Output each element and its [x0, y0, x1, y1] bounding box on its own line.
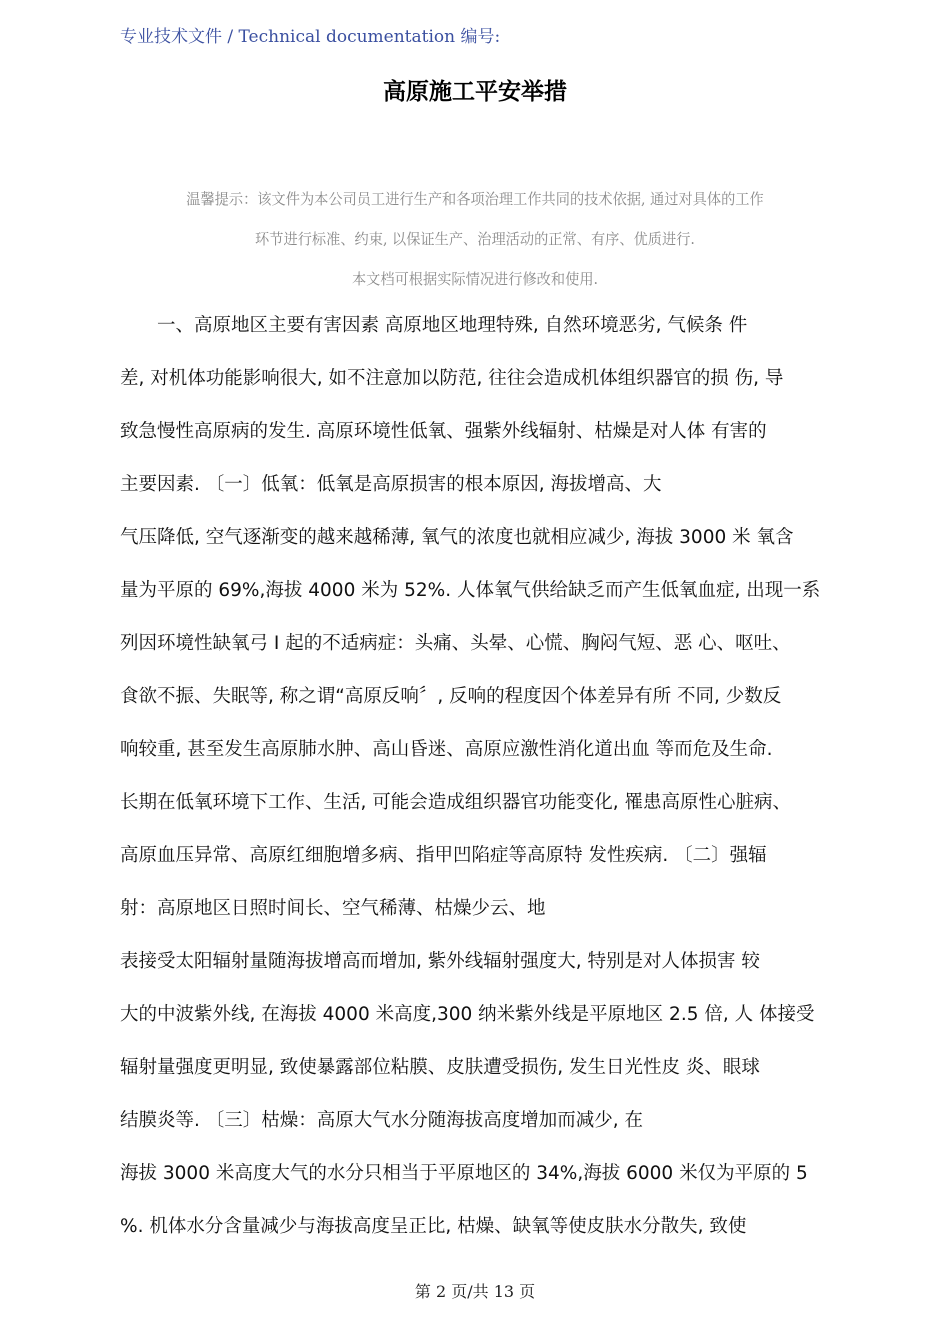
body-line: 大的中波紫外线, 在海拔 4000 米高度,300 纳米紫外线是平原地区 2.5 倍, 人 体接受 — [120, 1004, 815, 1025]
document-title: 高原施工平安举措 — [383, 79, 567, 105]
body-line: 射：高原地区日照时间长、空气稀薄、枯燥少云、地 — [120, 898, 546, 919]
body-line: 表接受太阳辐射量随海拔增高而增加, 紫外线辐射强度大, 特别是对人体损害 较 — [120, 951, 760, 972]
document-header: 专业技术文件 / Technical documentation 编号: — [120, 27, 501, 47]
body-line: 长期在低氧环境下工作、生活, 可能会造成组织器官功能变化, 罹患高原性心脏病、 — [120, 792, 792, 813]
body-line: 致急慢性高原病的发生. 高原环境性低氧、强紫外线辐射、枯燥是对人体 有害的 — [120, 421, 767, 442]
body-line: 量为平原的 69%,海拔 4000 米为 52%. 人体氧气供给缺乏而产生低氧血症, 出现一系 — [120, 580, 821, 601]
body-line: 高原血压异常、高原红细胞增多病、指甲凹陷症等高原特 发性疾病. 〔二〕强辐 — [120, 845, 767, 866]
body-line: 列因环境性缺氧弓 I 起的不适病症：头痛、头晕、心慌、胸闷气短、恶 心、呕吐、 — [120, 633, 791, 654]
body-line: 主要因素. 〔一〕低氧：低氧是高原损害的根本原因, 海拔增高、大 — [120, 474, 662, 495]
page-number-footer: 第 2 页/共 13 页 — [414, 1282, 536, 1301]
body-line: 辐射量强度更明显, 致使暴露部位粘膜、皮肤遭受损伤, 发生日光性皮 炎、眼球 — [120, 1057, 760, 1078]
body-line: 响较重, 甚至发生高原肺水肿、高山昏迷、高原应激性消化道出血 等而危及生命. — [120, 739, 773, 760]
body-line: 海拔 3000 米高度大气的水分只相当于平原地区的 34%,海拔 6000 米仅为平原的 5 — [120, 1163, 808, 1184]
tip-line-3: 本文档可根据实际情况进行修改和使用. — [351, 270, 599, 288]
tip-line-2: 环节进行标准、约束, 以保证生产、治理活动的正常、有序、优质进行. — [255, 230, 695, 248]
body-line: %. 机体水分含量减少与海拔高度呈正比, 枯燥、缺氧等使皮肤水分散失, 致使 — [120, 1216, 747, 1237]
body-line: 食欲不振、失眠等, 称之谓“高原反响〞, 反响的程度因个体差异有所 不同, 少数反 — [120, 686, 782, 707]
body-line: 一、高原地区主要有害因素 高原地区地理特殊, 自然环境恶劣, 气候条 件 — [120, 315, 748, 336]
body-line: 结膜炎等. 〔三〕枯燥：高原大气水分随海拔高度增加而减少, 在 — [120, 1110, 644, 1131]
tip-line-1: 温馨提示：该文件为本公司员工进行生产和各项治理工作共同的技术依据, 通过对具体的工作 — [186, 190, 764, 208]
body-line: 差, 对机体功能影响很大, 如不注意加以防范, 往往会造成机体组织器官的损 伤, 导 — [120, 368, 784, 389]
body-line: 气压降低, 空气逐渐变的越来越稀薄, 氧气的浓度也就相应减少, 海拔 3000 米 氧含 — [120, 527, 794, 548]
